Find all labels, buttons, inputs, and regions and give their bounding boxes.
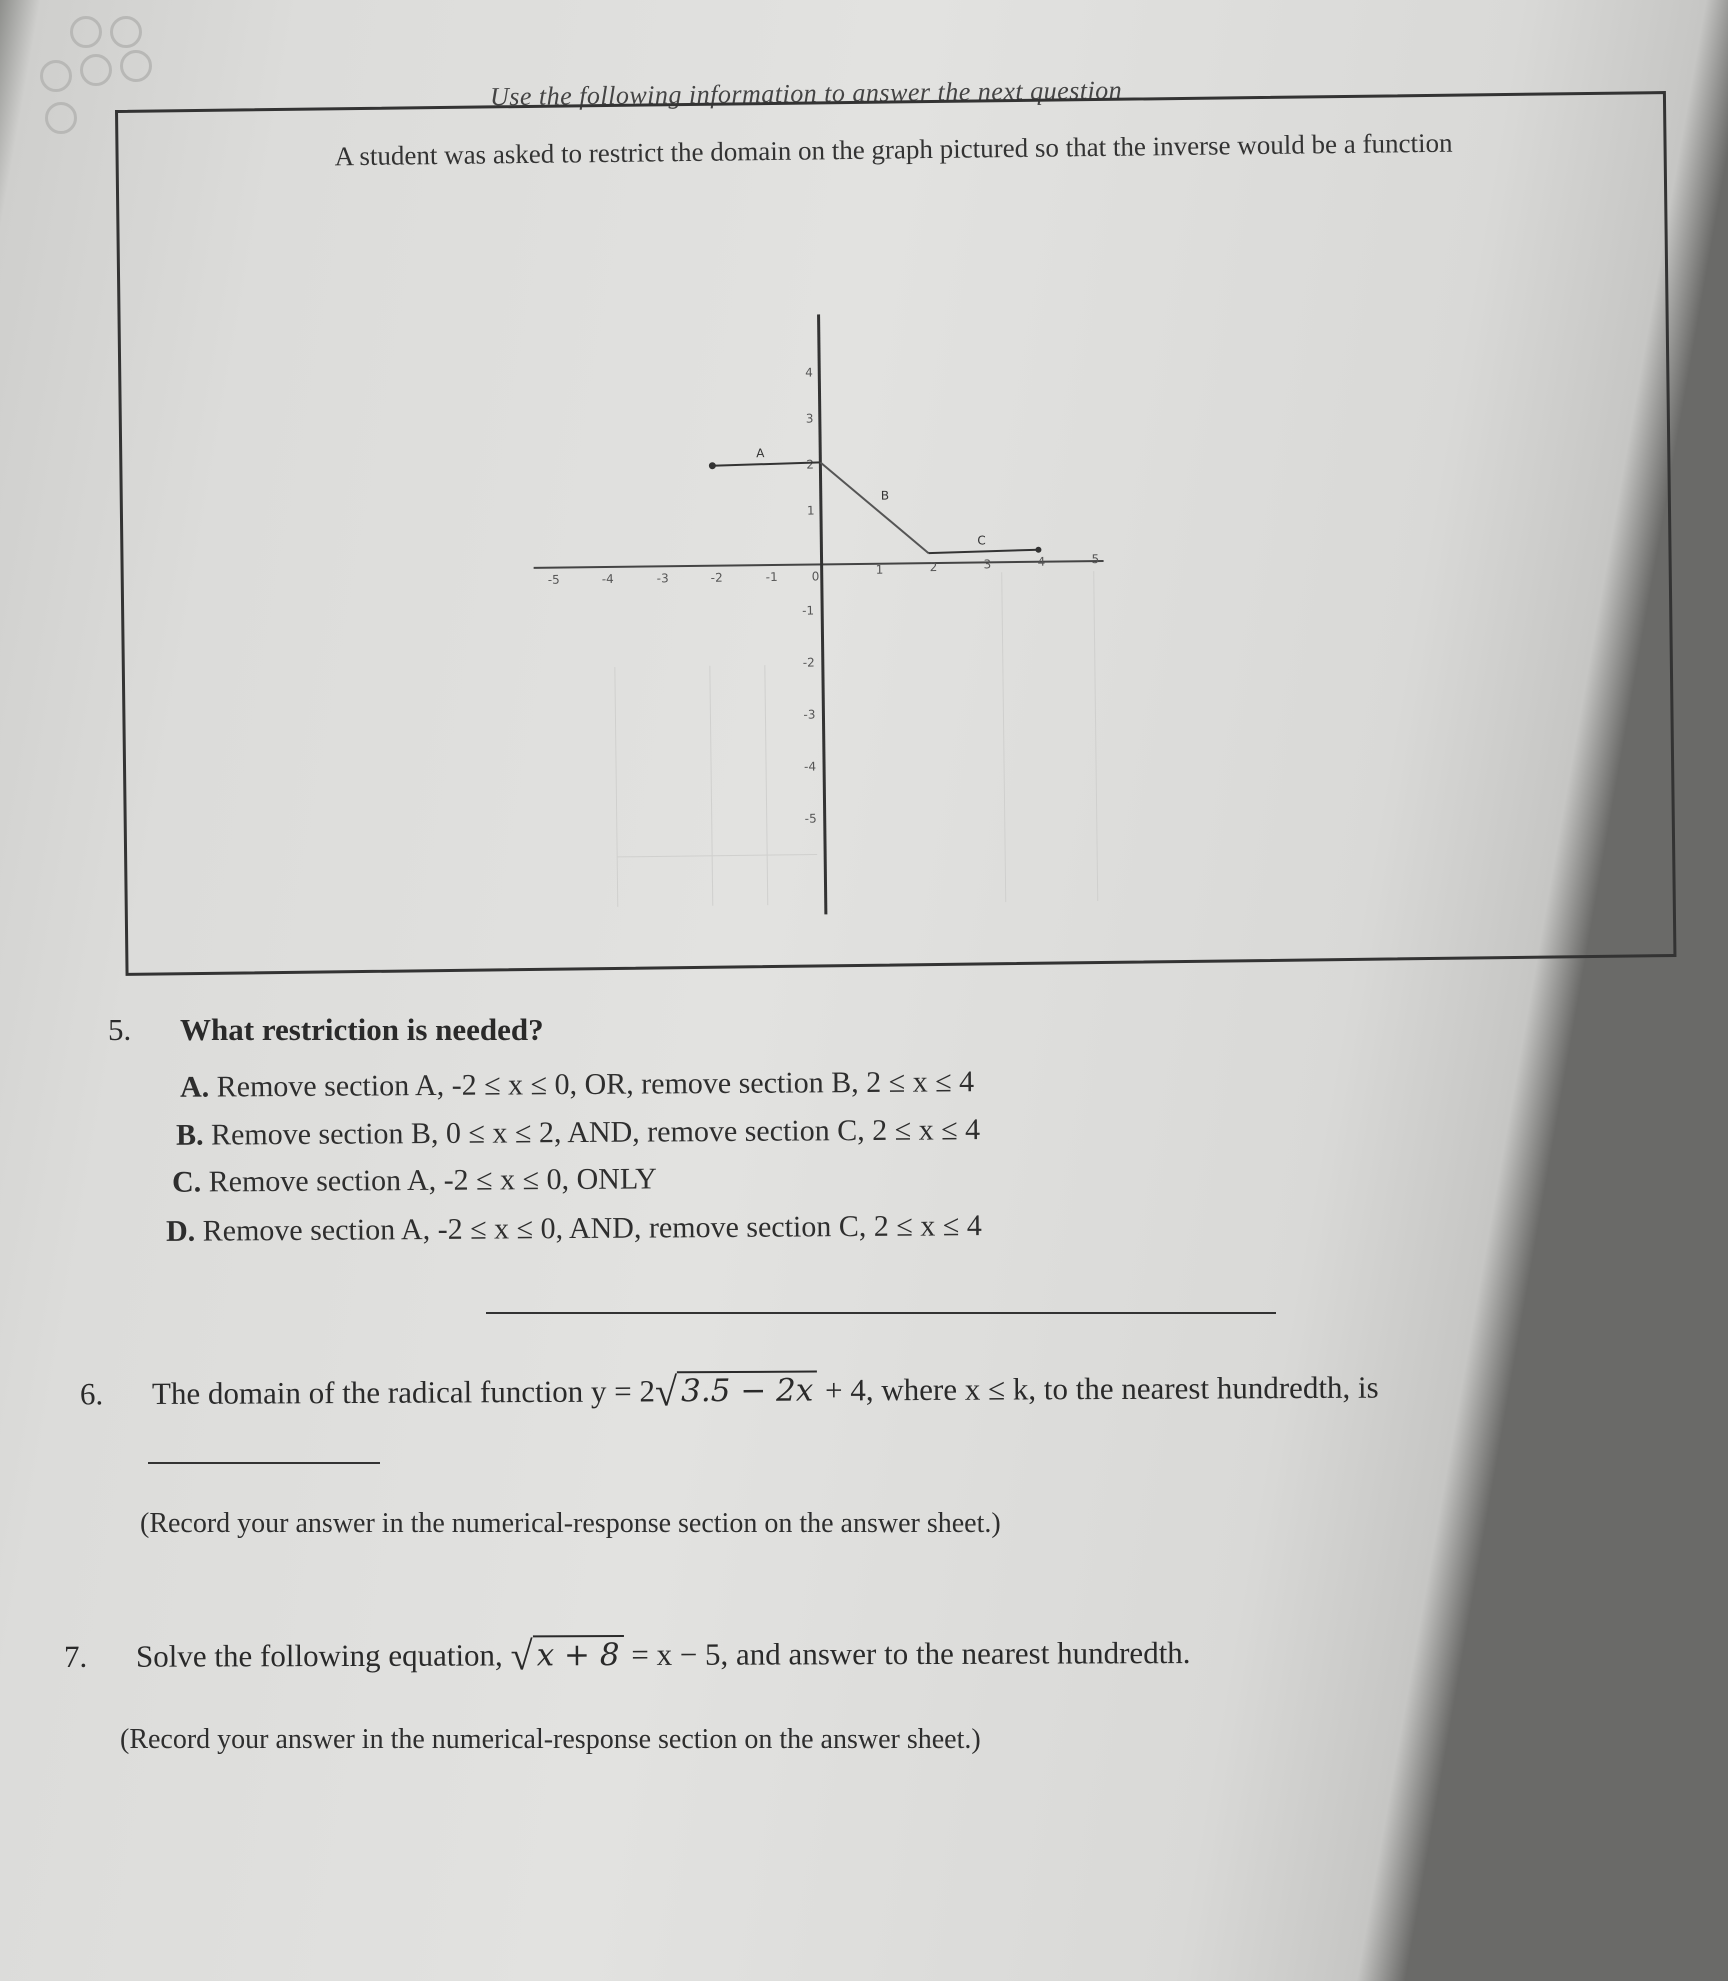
- y-tick-label: -3: [803, 707, 816, 722]
- information-text: A student was asked to restrict the domain on the graph pictured so that the inverse would be a function: [334, 127, 1453, 172]
- y-tick-label: -5: [804, 811, 817, 826]
- radical-sign-icon: √: [510, 1633, 533, 1679]
- choice-letter: A.: [179, 1070, 210, 1104]
- hole-icon: [120, 50, 152, 82]
- x-tick-label: -2: [710, 570, 723, 585]
- choice-letter: B.: [175, 1118, 204, 1152]
- section-c-segment: [928, 550, 1038, 553]
- question-prompt-end: + 4, where x ≤ k, to the nearest hundredth, is: [817, 1369, 1379, 1408]
- radical-sign-icon: √: [654, 1369, 678, 1415]
- y-tick-label: 4: [805, 365, 813, 380]
- section-a-endpoint: [709, 462, 716, 469]
- x-tick-label: 0: [811, 569, 820, 584]
- choice-c[interactable]: [172, 1162, 657, 1199]
- y-tick-label: -2: [802, 655, 815, 670]
- answer-blank[interactable]: [148, 1462, 380, 1464]
- choice-text: Remove section A, -2 ≤ x ≤ 0, AND, remove section C, 2 ≤ x ≤ 4: [202, 1209, 982, 1248]
- question-prompt-end: = x − 5, and answer to the nearest hundredth.: [623, 1635, 1191, 1673]
- radicand: 3.5 − 2x: [677, 1371, 817, 1410]
- x-tick-label: 4: [1037, 554, 1046, 569]
- choice-text: Remove section B, 0 ≤ x ≤ 2, AND, remove section C, 2 ≤ x ≤ 4: [210, 1113, 981, 1152]
- y-tick-label: 3: [805, 411, 814, 426]
- question-6: [80, 1365, 1379, 1419]
- choice-letter: C.: [171, 1165, 202, 1199]
- question-number: 6.: [79, 1376, 104, 1412]
- hole-icon: [40, 60, 72, 92]
- x-tick-label: 1: [875, 562, 884, 577]
- x-tick-label: 3: [983, 557, 992, 572]
- section-a-segment: [712, 462, 820, 465]
- y-tick-label: 1: [806, 503, 815, 518]
- radicand: x + 8: [533, 1635, 624, 1673]
- information-box: [115, 91, 1676, 976]
- choice-b[interactable]: [176, 1113, 980, 1153]
- x-tick-label: -3: [656, 571, 669, 586]
- choice-text: Remove section A, -2 ≤ x ≤ 0, OR, remove section B, 2 ≤ x ≤ 4: [216, 1065, 975, 1104]
- section-b-segment: [820, 461, 928, 554]
- section-c-endpoint: [1035, 547, 1041, 553]
- hole-icon: [110, 16, 142, 48]
- section-divider: [486, 1312, 1276, 1314]
- hole-icon: [45, 102, 77, 134]
- x-tick-label: 5: [1091, 552, 1100, 567]
- x-tick-label: -5: [547, 572, 560, 587]
- choice-letter: D.: [165, 1214, 196, 1248]
- x-tick-label: -4: [601, 571, 614, 587]
- section-b-label: B: [880, 488, 890, 503]
- x-axis: [534, 561, 1104, 568]
- y-tick-labels: [799, 365, 818, 825]
- x-tick-labels: [548, 552, 1100, 587]
- choice-text: Remove section A, -2 ≤ x ≤ 0, ONLY: [208, 1162, 657, 1199]
- y-axis: [819, 314, 826, 914]
- question-prompt-start: Solve the following equation,: [135, 1637, 511, 1674]
- y-tick-label: -4: [803, 759, 817, 774]
- instruction-text: Use the following information to answer the next question: [489, 75, 1123, 112]
- hole-icon: [70, 16, 102, 48]
- section-a-label: A: [756, 446, 765, 461]
- grid-lines: [614, 571, 1098, 907]
- question-7: [64, 1630, 1191, 1681]
- question-prompt: What restriction is needed?: [180, 1012, 544, 1047]
- question-5: [108, 1012, 544, 1048]
- question-prompt-start: The domain of the radical function y = 2: [151, 1373, 656, 1412]
- y-tick-label: 2: [806, 457, 815, 472]
- hole-icon: [80, 54, 112, 86]
- y-tick-label: -1: [802, 603, 815, 618]
- radical-expression: [510, 1632, 623, 1679]
- section-c-label: C: [977, 533, 986, 548]
- piecewise-graph: [520, 248, 1328, 938]
- record-answer-note: (Record your answer in the numerical-response section on the answer sheet.): [120, 1724, 981, 1755]
- x-tick-label: -1: [765, 569, 778, 585]
- choice-a[interactable]: [180, 1065, 974, 1105]
- question-number: 7.: [63, 1638, 88, 1674]
- radical-expression: [655, 1368, 818, 1416]
- choice-d[interactable]: [166, 1209, 982, 1249]
- x-tick-label: 2: [929, 559, 938, 575]
- question-number: 5.: [108, 1012, 132, 1047]
- record-answer-note: (Record your answer in the numerical-response section on the answer sheet.): [140, 1508, 1001, 1539]
